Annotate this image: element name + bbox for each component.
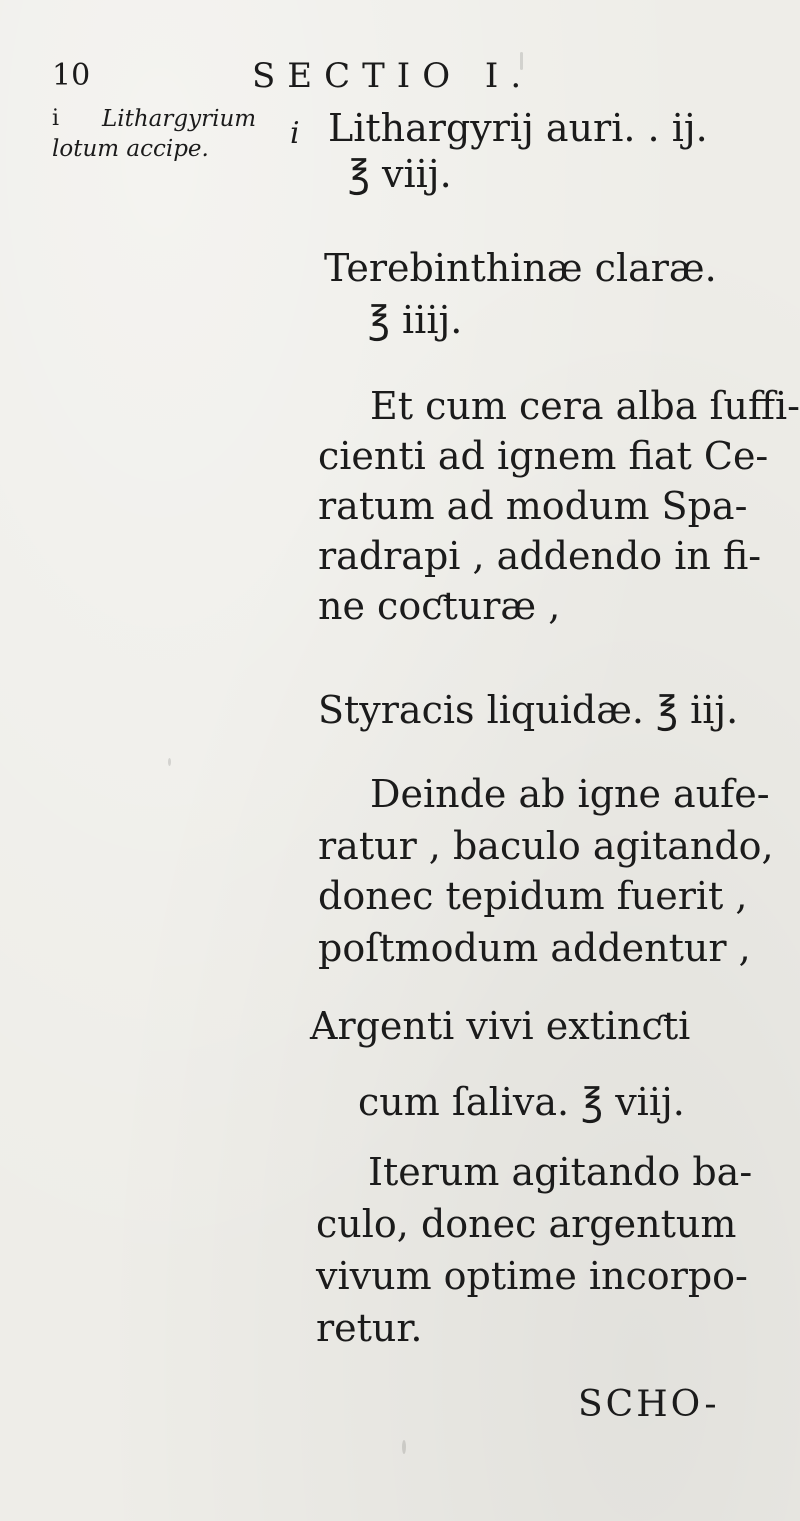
text-line: ne coƈturæ ,	[318, 584, 561, 628]
paper-speck	[520, 52, 523, 70]
text-line: Iterum agitando ba-	[368, 1150, 753, 1194]
paper-speck	[168, 758, 171, 766]
text-line: ℥ viij.	[348, 152, 452, 196]
text-line: Et cum cera alba ſuffi-	[370, 384, 800, 428]
catchword: SCHO-	[578, 1384, 720, 1425]
margin-note-line: lotum accipe.	[52, 136, 209, 162]
text-line: Terebinthinæ claræ.	[324, 246, 717, 290]
text-line: vivum optime incorpo-	[316, 1254, 748, 1298]
text-line: Argenti vivi extinƈti	[310, 1004, 691, 1048]
text-line: cum ſaliva. ℥ viij.	[358, 1080, 685, 1124]
text-line: retur.	[316, 1306, 423, 1350]
text-line: Deinde ab igne aufe-	[370, 772, 770, 816]
paper-speck	[402, 1440, 406, 1454]
text-line: radrapi , addendo in fi-	[318, 534, 762, 578]
text-line: cienti ad ignem fiat Ce-	[318, 434, 769, 478]
margin-note	[52, 104, 256, 164]
margin-note-line: Lithargyrium	[102, 106, 257, 132]
text-line: poſtmodum addentur ,	[318, 926, 751, 970]
text-line: culo, donec argentum	[316, 1202, 737, 1246]
text-line: donec tepidum fuerit ,	[318, 874, 748, 918]
text-line: Lithargyrij auri. . ij.	[328, 106, 708, 150]
margin-note-marker: i	[52, 106, 60, 131]
page-number: 10	[52, 58, 91, 93]
running-head: SECTIO I.	[252, 56, 534, 96]
text-line: ratur , baculo agitando,	[318, 824, 774, 868]
text-line: Styracis liquidæ. ℥ iij.	[318, 688, 739, 732]
text-line: ratum ad modum Spa-	[318, 484, 748, 528]
recipe-marker: i	[290, 116, 300, 151]
text-line: ℥ iiij.	[368, 298, 463, 342]
